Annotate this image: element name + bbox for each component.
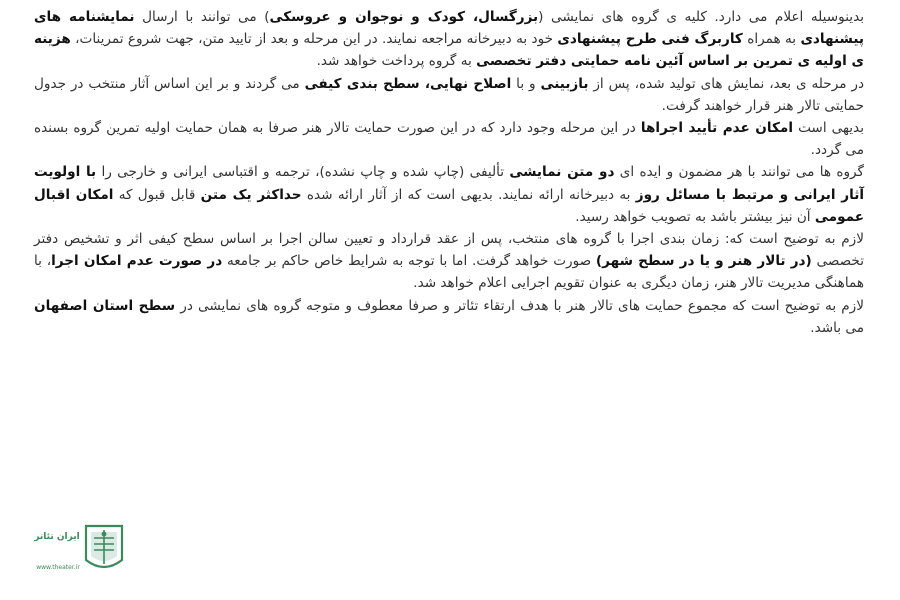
text-run: ) می توانند با ارسال [134, 9, 270, 25]
paragraph-4 [34, 161, 864, 228]
paragraph-3 [34, 117, 864, 161]
bold-run: امکان عدم تأیید اجراها [640, 120, 793, 137]
text-run: می گردند و بر این اساس آثار منتخب در جدول حمایتی تالار هنر قرار خواهند گرفت. [34, 75, 864, 114]
text-run: در مرحله ی بعد، نمایش های تولید شده، پس از [588, 75, 864, 92]
text-run: گروه ها می توانند با هر مضمون و ایده ای [614, 164, 864, 181]
theater-emblem-icon [82, 522, 126, 574]
bold-run: کاربرگ فنی طرح پیشنهادی [557, 31, 743, 48]
text-run: می باشد. [810, 319, 864, 336]
text-run: لازم به توضیح است که مجموع حمایت های تالار هنر با هدف ارتقاء تئاتر و صرفا معطوف و متوجه گروه های نمایشی در [175, 297, 864, 314]
text-run: در این مرحله وجود دارد که در این صورت حمایت تالار هنر صرفا به همان حمایت اولیه تمرین گروه بسنده می گردد. [34, 120, 864, 159]
text-run: به همراه [742, 31, 801, 48]
text-run: به گروه پرداخت خواهد شد. [316, 53, 477, 70]
bold-run: بزرگسال، کودک و نوجوان و عروسکی [269, 9, 539, 25]
text-run: لازم به توضیح است که: زمان بندی اجرا با گروه های منتخب، پس از عقد قرارداد و تعیین سالن اجرا بر اساس سطح کیفی اثر و تشخیص دفتر تخصصی [34, 231, 864, 270]
bold-run: نمایشنامه های پیشنهادی [34, 9, 864, 48]
paragraph-1 [34, 6, 864, 73]
text-run: بدینوسیله اعلام می دارد. کلیه ی گروه های نمایشی ( [538, 9, 864, 25]
bold-run: هزینه ی اولیه ی تمرین بر اساس آئین نامه حمایتی دفتر تخصصی [34, 31, 864, 70]
bold-run: امکان اقبال عمومی [34, 186, 864, 225]
paragraph-6 [34, 295, 864, 339]
bold-run: سطح استان اصفهان [34, 297, 176, 314]
text-run: آن نیز بیشتر باشد به تصویب خواهد رسید. [575, 208, 815, 225]
paragraph-2 [34, 73, 864, 117]
text-run: به دبیرخانه ارائه نمایند. بدیهی است که از آثار ارائه شده [301, 186, 636, 203]
logo-url: www.theater.ir [36, 564, 80, 571]
bold-run: در صورت عدم امکان اجرا [51, 253, 223, 270]
logo-name: ایران تئاتر [34, 532, 80, 542]
text-run: ، با هماهنگی مدیریت تالار هنر، زمان دیگری به عنوان تقویم اجرایی اعلام خواهد شد. [34, 253, 864, 292]
bold-run: (در تالار هنر و یا در سطح شهر) [595, 253, 812, 270]
text-run: تألیفی (چاپ شده و چاپ نشده)، ترجمه و اقتباسی ایرانی و خارجی را [96, 164, 510, 181]
article-body [34, 6, 864, 339]
paragraph-5 [34, 228, 864, 295]
text-run: خود به دبیرخانه مراجعه نمایند. در این مرحله و بعد از تایید متن، جهت شروع تمرینات، [70, 31, 558, 48]
text-run: قابل قبول که [113, 186, 201, 203]
text-run: صورت خواهد گرفت. اما با توجه به شرایط خاص حاکم بر جامعه [222, 253, 596, 270]
bold-run: حداکثر یک متن [200, 186, 302, 203]
iran-theater-logo [30, 520, 130, 580]
bold-run: دو متن نمایشی [509, 164, 615, 181]
bold-run: با اولویت آثار ایرانی و مرتبط با مسائل روز [34, 164, 864, 203]
text-run: بدیهی است [793, 120, 864, 137]
bold-run: اصلاح نهایی، سطح بندی کیفی [304, 75, 512, 92]
bold-run: بازبینی [540, 75, 589, 92]
text-run: و با [511, 75, 541, 92]
